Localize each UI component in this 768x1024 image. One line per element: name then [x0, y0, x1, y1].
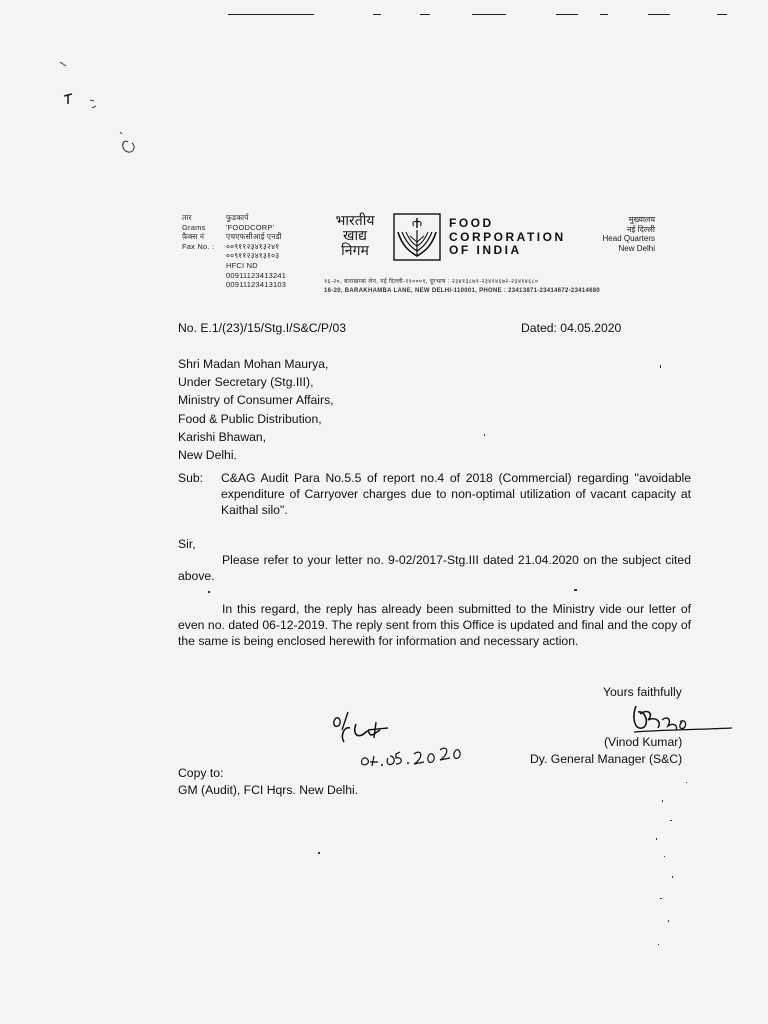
address-english: 16-20, BARAKHAMBA LANE, NEW DELHI-110001, PHONE : 23413871-23414672-23414680	[324, 288, 601, 294]
scan-artifact	[717, 14, 727, 15]
scan-speck	[664, 856, 665, 857]
telegram-value: 'FOODCORP'	[226, 222, 275, 232]
letter-date: Dated: 04.05.2020	[521, 321, 622, 335]
addressee-line: New Delhi.	[178, 448, 237, 463]
stray-ink-marks	[50, 58, 160, 158]
handwritten-note	[330, 708, 470, 768]
scan-artifact	[648, 14, 670, 15]
scan-speck	[318, 852, 320, 854]
letterhead-contact-labels	[182, 213, 230, 251]
org-name-english-line: CORPORATION	[449, 229, 566, 244]
fax-label-hindi: फ़ैक्स नं	[182, 232, 205, 242]
salutation: Sir,	[178, 537, 196, 551]
scan-speck	[574, 589, 577, 591]
body-paragraph-2: In this regard, the reply has already been submitted to the Ministry vide our letter of even no. dated 06-12-2019. The reply sent from this Office is updated and final and the copy of the same is being enclosed herewith for information and necessary action.	[178, 602, 691, 648]
telegram-label: तार	[182, 213, 192, 222]
scan-artifact	[228, 14, 314, 15]
scan-speck	[670, 820, 672, 821]
scan-speck	[656, 838, 657, 840]
head-quarters-block	[583, 215, 655, 253]
scan-artifact	[420, 14, 430, 15]
body-paragraph-1: Please refer to your letter no. 9-02/2017-Stg.III dated 21.04.2020 on the subject cited above.	[178, 553, 691, 583]
letterhead-address	[324, 278, 600, 296]
hfci-value: HFCI ND	[226, 260, 258, 270]
org-name-english	[449, 217, 566, 258]
signatory-designation: Dy. General Manager (S&C)	[530, 752, 683, 766]
scan-speck	[686, 782, 687, 783]
subject-text: C&AG Audit Para No.5.5 of report no.4 of 2018 (Commercial) regarding "avoidable expenditure of Carryover charges due to non-optimal utilization of vacant capacity at Kaithal silo".	[221, 471, 691, 517]
scan-artifact	[600, 14, 608, 15]
org-name-english-line: FOOD	[449, 216, 494, 230]
letterhead-contact-values	[226, 213, 286, 290]
subject-label: Sub:	[178, 471, 204, 485]
org-name-hindi	[320, 214, 390, 259]
fax-label: Fax No. :	[182, 241, 215, 251]
fax-number-1: 00911123413241	[226, 270, 287, 280]
addressee-block	[178, 355, 334, 464]
scan-artifact	[373, 14, 381, 15]
addressee-line: Ministry of Consumer Affairs,	[178, 393, 334, 408]
scan-artifact	[472, 14, 506, 15]
scan-speck	[662, 800, 663, 802]
hq-line: नई दिल्ली	[626, 224, 655, 234]
address-hindi: १६-२०, बाराखम्बा लेन, नई दिल्ली-११०००१, दूरभाष : २३४१३८७१-२३४१४६७२-२३४१४६८०	[324, 279, 539, 285]
scan-speck	[208, 591, 210, 593]
scan-speck	[484, 434, 485, 436]
grams-label: Grams	[182, 222, 206, 232]
org-name-hindi-line: खाद्य	[343, 228, 367, 244]
signature	[628, 700, 738, 736]
hfci-value-hindi: एचएफसीआई एनडी	[226, 232, 282, 242]
fax-number-1-hindi: ००९११२३४१३२४१	[226, 241, 280, 251]
hq-line: New Delhi	[618, 243, 655, 253]
hq-line: मुख्यालय	[628, 215, 655, 224]
addressee-line: Under Secretary (Stg.III),	[178, 375, 314, 390]
hq-line: Head Quarters	[602, 234, 655, 243]
fax-number-2: 00911123413103	[226, 280, 287, 290]
signatory-name: (Vinod Kumar)	[604, 735, 683, 749]
copy-to-recipient: GM (Audit), FCI Hqrs. New Delhi.	[178, 783, 359, 797]
scan-speck	[658, 944, 659, 945]
addressee-line: Shri Madan Mohan Maurya,	[178, 357, 329, 371]
reference-number: No. E.1/(23)/15/Stg.I/S&C/P/03	[178, 321, 347, 335]
org-name-hindi-line: भारतीय	[335, 213, 375, 229]
fax-number-2-hindi: ००९११२३४१३१०३	[226, 251, 280, 261]
fci-wheat-emblem-icon	[392, 212, 442, 262]
org-name-hindi-line: निगम	[341, 243, 369, 259]
telegram-value-hindi: फुडकार्प	[226, 213, 249, 222]
addressee-line: Food & Public Distribution,	[178, 411, 322, 426]
addressee-line: Karishi Bhawan,	[178, 429, 267, 444]
scan-speck	[660, 898, 662, 899]
copy-to-label: Copy to:	[178, 766, 224, 780]
scan-artifact	[556, 14, 578, 15]
scan-speck	[672, 876, 673, 878]
org-name-english-line: OF INDIA	[449, 243, 522, 257]
closing: Yours faithfully	[603, 685, 682, 699]
scan-speck	[668, 920, 669, 922]
scan-speck	[660, 365, 661, 368]
